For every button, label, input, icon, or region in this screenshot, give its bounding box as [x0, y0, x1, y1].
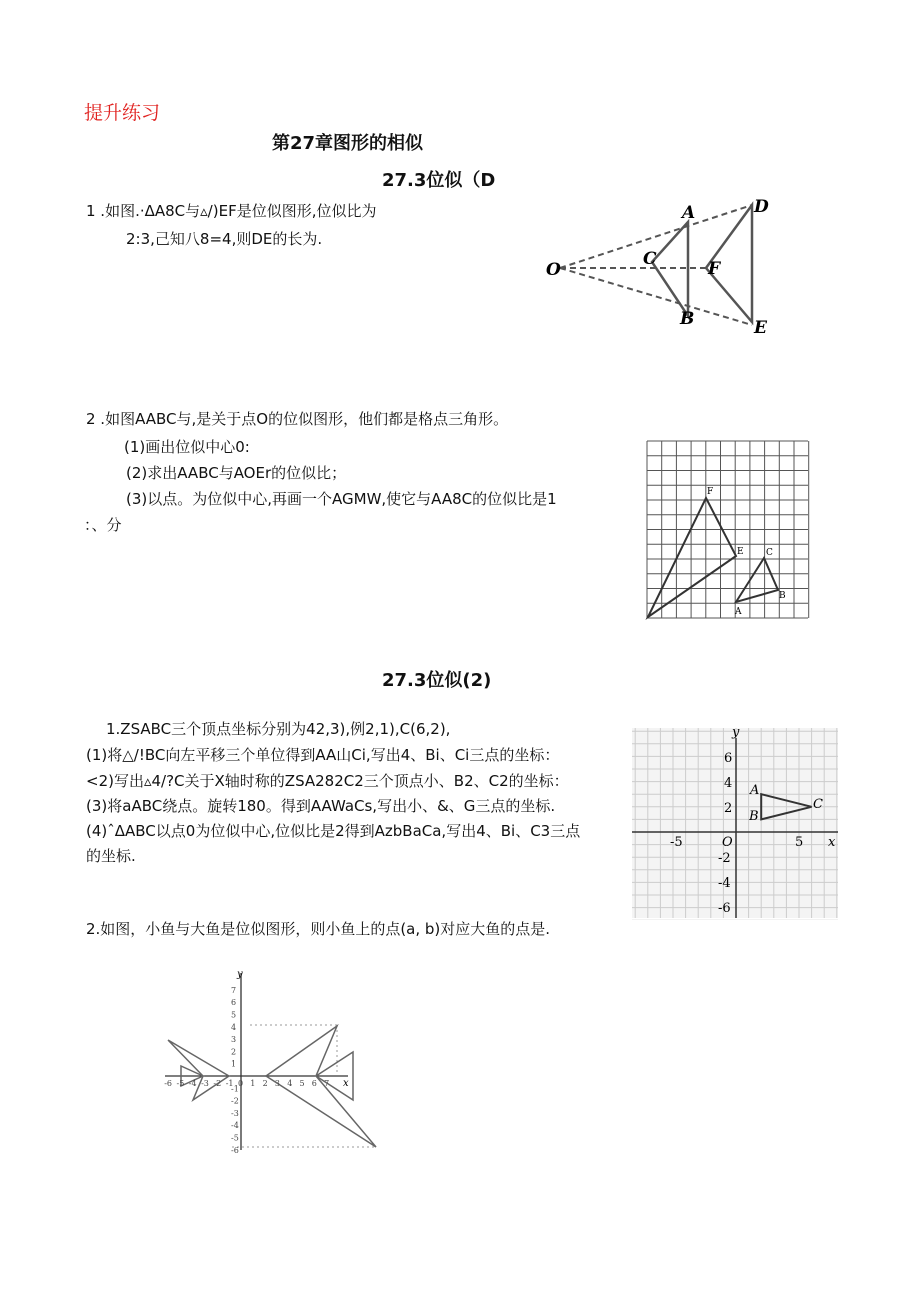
- fish-figure: [160, 965, 385, 1155]
- lesson1-title: 27.3位似（D: [382, 170, 496, 191]
- x-tick-label: 4: [287, 1079, 293, 1088]
- chapter-title: 第27章图形的相似: [272, 133, 424, 154]
- y-tick-label: -4: [231, 1121, 239, 1131]
- svg-text:O: O: [546, 260, 561, 280]
- x-tick-label: -2: [213, 1079, 222, 1088]
- svg-text:2: 2: [724, 801, 733, 816]
- x-tick-label: 3: [274, 1079, 280, 1088]
- x-tick-label: 1: [250, 1079, 256, 1088]
- x-tick-label: 0: [238, 1079, 244, 1088]
- homothety-figure-1: [540, 190, 790, 340]
- y-tick-label: 3: [231, 1035, 237, 1045]
- svg-text:F: F: [708, 259, 721, 279]
- q1-line2: 2:3,己知八8=4,则DE的长为.: [126, 230, 323, 248]
- svg-text:E: E: [737, 547, 744, 557]
- svg-text:-5: -5: [670, 835, 683, 850]
- svg-text:y: y: [237, 969, 243, 980]
- svg-text:B: B: [680, 309, 695, 329]
- svg-text:C: C: [813, 797, 823, 812]
- svg-text:A: A: [735, 607, 742, 617]
- y-tick-label: 7: [231, 985, 237, 995]
- lesson2-title: 27.3位似(2): [382, 670, 492, 691]
- l2-q1-part1: (1)将△/!BC向左平移三个单位得到AA山Ci,写出4、Bi、Ci三点的坐标：: [86, 746, 560, 764]
- svg-text:y: y: [732, 725, 740, 740]
- x-tick-label: -1: [225, 1079, 234, 1088]
- l2-q1-part3: (3)将aABC绕点。旋转180。得到AAWaCs,写出小、&、G三点的坐标.: [86, 797, 556, 815]
- svg-text:C: C: [643, 249, 657, 269]
- q2-line1: 2 .如图AABC与,是关于点O的位似图形，他们都是格点三角形。: [86, 410, 509, 428]
- x-tick-label: 7: [324, 1079, 330, 1088]
- y-tick-label: 1: [231, 1059, 237, 1069]
- y-tick-label: -1: [231, 1084, 239, 1094]
- svg-text:O: O: [722, 835, 733, 850]
- q2-part2: (2)求出AABC与AOEr的位似比；: [126, 464, 347, 482]
- svg-text:C: C: [766, 548, 773, 558]
- l2-q1-part4: (4)ˆΔABC以点0为位似中心,位似比是2得到AzbBaCa,写出4、Bi、C3三点: [86, 822, 581, 840]
- y-tick-label: -5: [231, 1133, 239, 1143]
- svg-text:A: A: [750, 783, 760, 798]
- svg-text:x: x: [343, 1078, 349, 1089]
- svg-text:B: B: [749, 809, 759, 824]
- section-label: 提升练习: [84, 102, 161, 124]
- svg-text:E: E: [754, 318, 767, 338]
- y-tick-label: -2: [231, 1096, 239, 1106]
- y-tick-label: 6: [231, 998, 237, 1008]
- x-tick-label: 2: [262, 1079, 268, 1088]
- svg-text:-6: -6: [718, 901, 731, 916]
- svg-text:5: 5: [795, 835, 804, 850]
- x-tick-label: 6: [311, 1079, 317, 1088]
- svg-text:D: D: [754, 197, 769, 217]
- x-tick-label: 5: [299, 1079, 305, 1088]
- x-tick-label: -5: [176, 1079, 185, 1088]
- grid-figure-2: [640, 435, 815, 625]
- coordinate-figure-3: [630, 722, 840, 920]
- q2-part3: (3)以点。为位似中心,再画一个AGMW,使它与AA8C的位似比是1: [126, 490, 557, 508]
- svg-text:4: 4: [724, 776, 733, 791]
- x-tick-label: -3: [201, 1079, 209, 1088]
- l2-q2-text: 2.如图，小鱼与大鱼是位似图形，则小鱼上的点(a, b)对应大鱼的点是.: [86, 920, 551, 938]
- svg-text:A: A: [682, 203, 696, 223]
- l2-q1-line0: 1.ZSABC三个顶点坐标分别为42,3),例2,1),C(6,2),: [106, 720, 451, 738]
- q2-part1: (1)画出位似中心0:: [124, 438, 250, 456]
- y-tick-label: 2: [231, 1047, 237, 1057]
- svg-text:-2: -2: [718, 851, 731, 866]
- y-tick-label: 5: [231, 1010, 237, 1020]
- l2-q1-part2: <2)写出▵4/?C关于X轴时称的ZSA282C2三个顶点小、B2、C2的坐标：: [86, 772, 569, 790]
- x-tick-label: -6: [164, 1079, 172, 1088]
- svg-text:B: B: [779, 591, 786, 601]
- q2-part3-cont: ：、分: [84, 516, 122, 534]
- svg-text:x: x: [828, 835, 836, 850]
- y-tick-label: -3: [231, 1108, 239, 1118]
- q1-line1: 1 .如图.·ΔA8C与▵/)EF是位似图形,位似比为: [86, 202, 377, 220]
- l2-q1-part4-cont: 的坐标.: [86, 847, 136, 865]
- y-tick-label: -6: [231, 1145, 239, 1155]
- x-tick-label: -4: [188, 1079, 197, 1088]
- svg-text:6: 6: [724, 751, 733, 766]
- y-tick-label: 4: [231, 1022, 237, 1032]
- svg-text:-4: -4: [718, 876, 731, 891]
- svg-text:F: F: [707, 487, 714, 497]
